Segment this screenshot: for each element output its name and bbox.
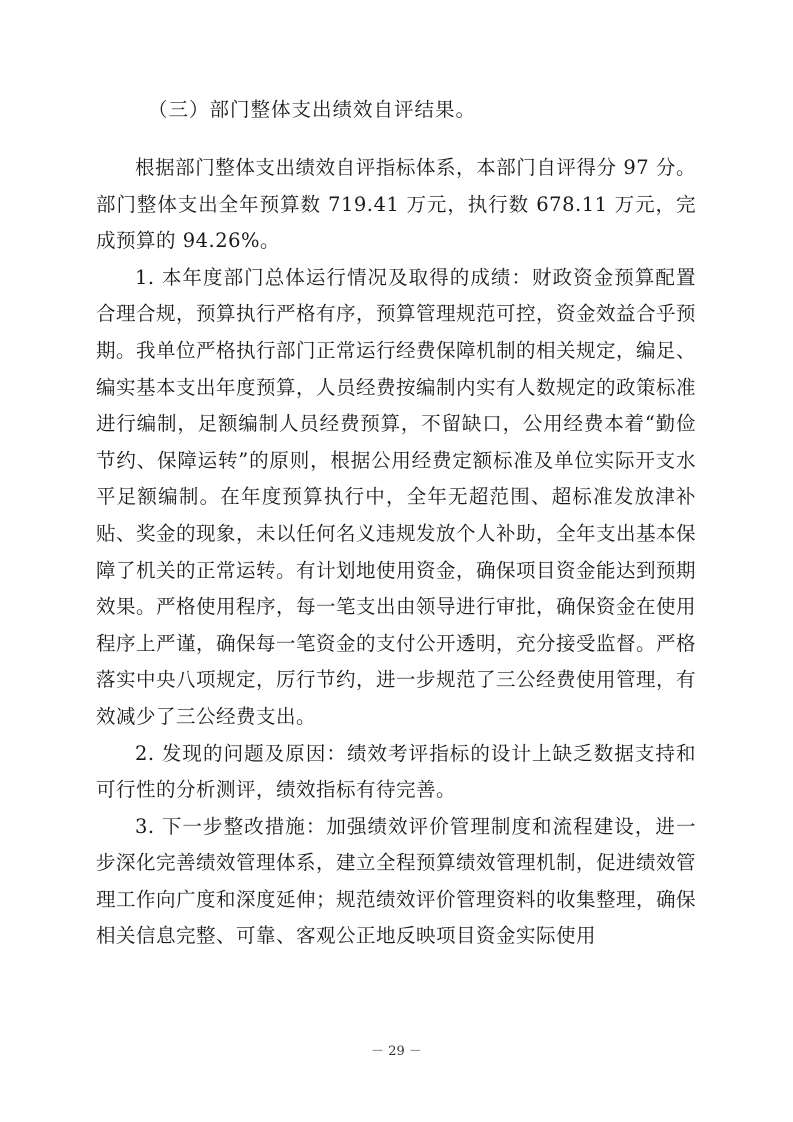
paragraph-summary: 根据部门整体支出绩效自评指标体系，本部门自评得分 97 分。部门整体支出全年预算数 719.41 万元，执行数 678.11 万元，完成预算的 94.26%。 [96, 156, 696, 253]
paragraph-achievements: 1. 本年度部门总体运行情况及取得的成绩：财政资金预算配置合理合规，预算执行严格有序，预算管理规范可控，资金效益合乎预期。我单位严格执行部门正常运行经费保障机制的相关规定，编足、编实基本支出年度预算，人员经费按编制内实有人数规定的政策标准进行编制，足额编制人员经费预算，不留缺口，公用经费本着“勤俭节约、保障运转”的原则，根据公用经费定额标准及单位实际开支水平足额编制。在年度预算执行中，全年无超范围、超标准发放津补贴、奖金的现象，未以任何名义违规发放个人补助，全年支出基本保障了机关的正常运转。有计划地使用资金，确保项目资金能达到预期效果。严格使用程序，每一笔支出由领导进行审批，确保资金在使用程序上严谨，确保每一笔资金的支付公开透明，充分接受监督。严格落实中央八项规定，厉行节约，进一步规范了三公经费使用管理，有效减少了三公经费支出。 [96, 265, 697, 728]
section-heading: （三）部门整体支出绩效自评结果。 [148, 98, 477, 121]
paragraph-problems: 2. 发现的问题及原因：绩效考评指标的设计上缺乏数据支持和可行性的分析测评，绩效指标有待完善。 [96, 741, 696, 802]
page-number: － 29 － [371, 1044, 422, 1059]
paragraph-measures: 3. 下一步整改措施：加强绩效评价管理制度和流程建设，进一步深化完善绩效管理体系，建立全程预算绩效管理机制，促进绩效管理工作向广度和深度延伸；规范绩效评价管理资料的收集整理，确保相关信息完整、可靠、客观公正地反映项目资金实际使用 [96, 814, 697, 948]
document-body [96, 92, 696, 955]
